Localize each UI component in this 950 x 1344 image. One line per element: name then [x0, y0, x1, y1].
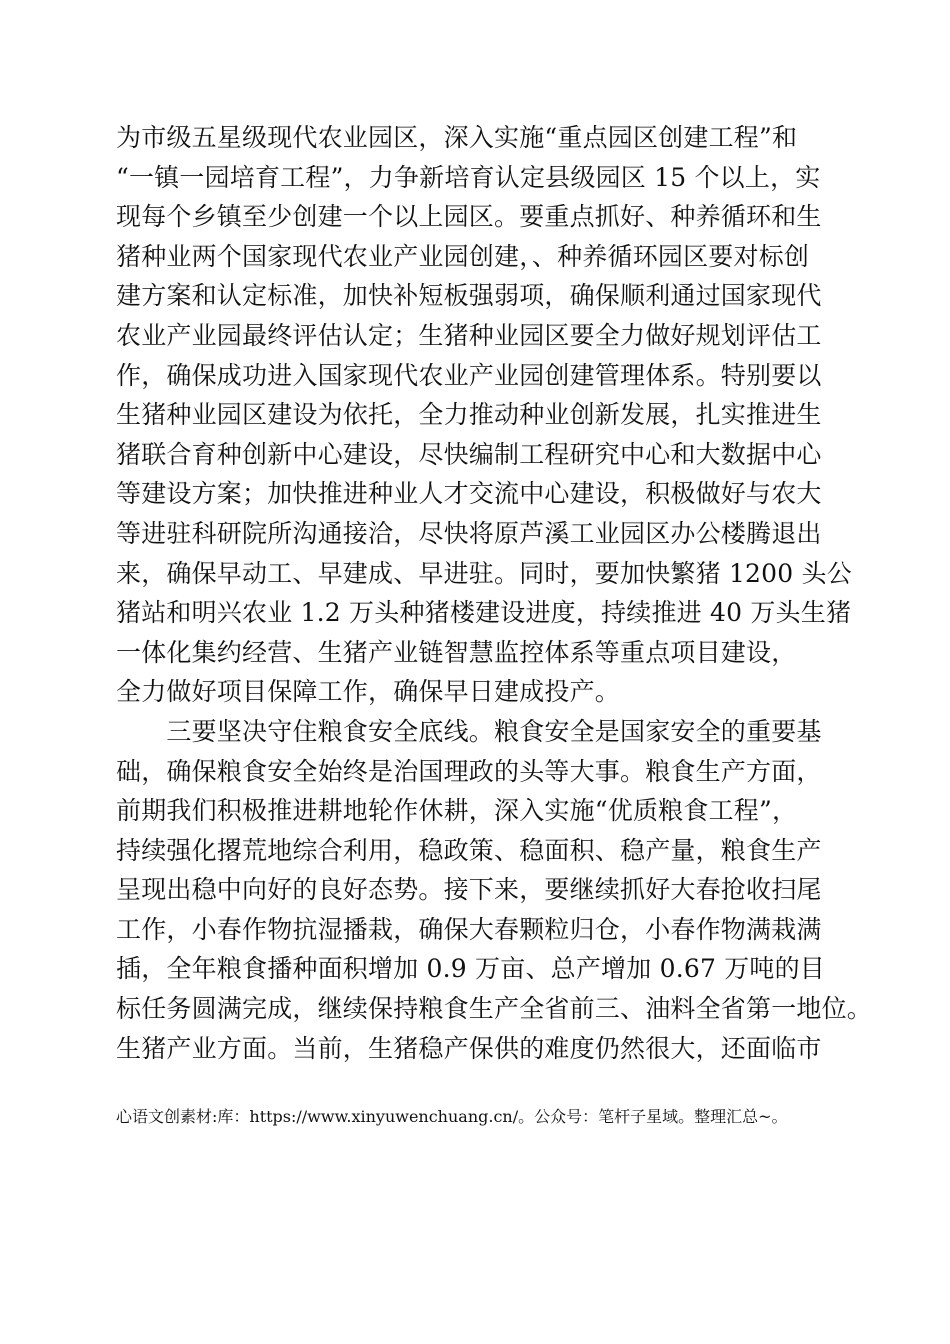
text-line: 呈现出稳中向好的良好态势。接下来，要继续抓好大春抢收扫尾	[116, 875, 822, 905]
text-line: 农业产业园最终评估认定；生猪种业园区要全力做好规划评估工	[116, 320, 822, 350]
text-line: 建方案和认定标准，加快补短板强弱项，确保顺利通过国家现代	[116, 281, 822, 311]
text-line: 生猪产业方面。当前，生猪稳产保供的难度仍然很大，还面临市	[116, 1033, 822, 1063]
text-line: 标任务圆满完成，继续保持粮食生产全省前三、油料全省第一地位。	[116, 994, 873, 1024]
text-line: 插，全年粮食播种面积增加 0.9 万亩、总产增加 0.67 万吨的目	[116, 954, 826, 984]
text-line: 础，确保粮食安全始终是治国理政的头等大事。粮食生产方面，	[116, 756, 822, 786]
text-line: 全力做好项目保障工作，确保早日建成投产。	[116, 677, 621, 707]
text-line: 一体化集约经营、生猪产业链智慧监控体系等重点项目建设，	[116, 637, 797, 667]
text-line: “一镇一园培育工程”，力争新培育认定县级园区 15 个以上，实	[116, 162, 821, 192]
body-text	[116, 118, 873, 1068]
text-line: 等建设方案；加快推进种业人才交流中心建设，积极做好与农大	[116, 479, 822, 509]
text-line: 现每个乡镇至少创建一个以上园区。要重点抓好、种养循环和生	[116, 202, 822, 232]
text-line: 来，确保早动工、早建成、早进驻。同时，要加快繁猪 1200 头公	[116, 558, 852, 588]
footer-note: 心语文创素材:库：https://www.xinyuwenchuang.cn/。公众号：笔杆子星域。整理汇总~。	[116, 1107, 788, 1126]
text-line: 持续强化撂荒地综合利用，稳政策、稳面积、稳产量，粮食生产	[116, 835, 822, 865]
text-line: 为市级五星级现代农业园区，深入实施“重点园区创建工程”和	[116, 123, 798, 152]
text-line: 猪站和明兴农业 1.2 万头种猪楼建设进度，持续推进 40 万头生猪	[116, 598, 852, 628]
text-line: 三要坚决守住粮食安全底线。粮食安全是国家安全的重要基	[116, 716, 822, 746]
text-line: 作，确保成功进入国家现代农业产业园创建管理体系。特别要以	[116, 360, 822, 390]
text-line: 生猪种业园区建设为依托，全力推动种业创新发展，扎实推进生	[116, 400, 822, 430]
text-line: 猪种业两个国家现代农业产业园创建，、种养循环园区要对标创	[116, 241, 810, 271]
text-line: 工作，小春作物抗湿播栽，确保大春颗粒归仓，小春作物满栽满	[116, 914, 822, 944]
text-line: 前期我们积极推进耕地轮作休耕，深入实施“优质粮食工程”，	[116, 796, 798, 826]
text-line: 等进驻科研院所沟通接洽，尽快将原芦溪工业园区办公楼腾退出	[116, 518, 822, 548]
text-line: 猪联合育种创新中心建设，尽快编制工程研究中心和大数据中心	[116, 439, 822, 469]
